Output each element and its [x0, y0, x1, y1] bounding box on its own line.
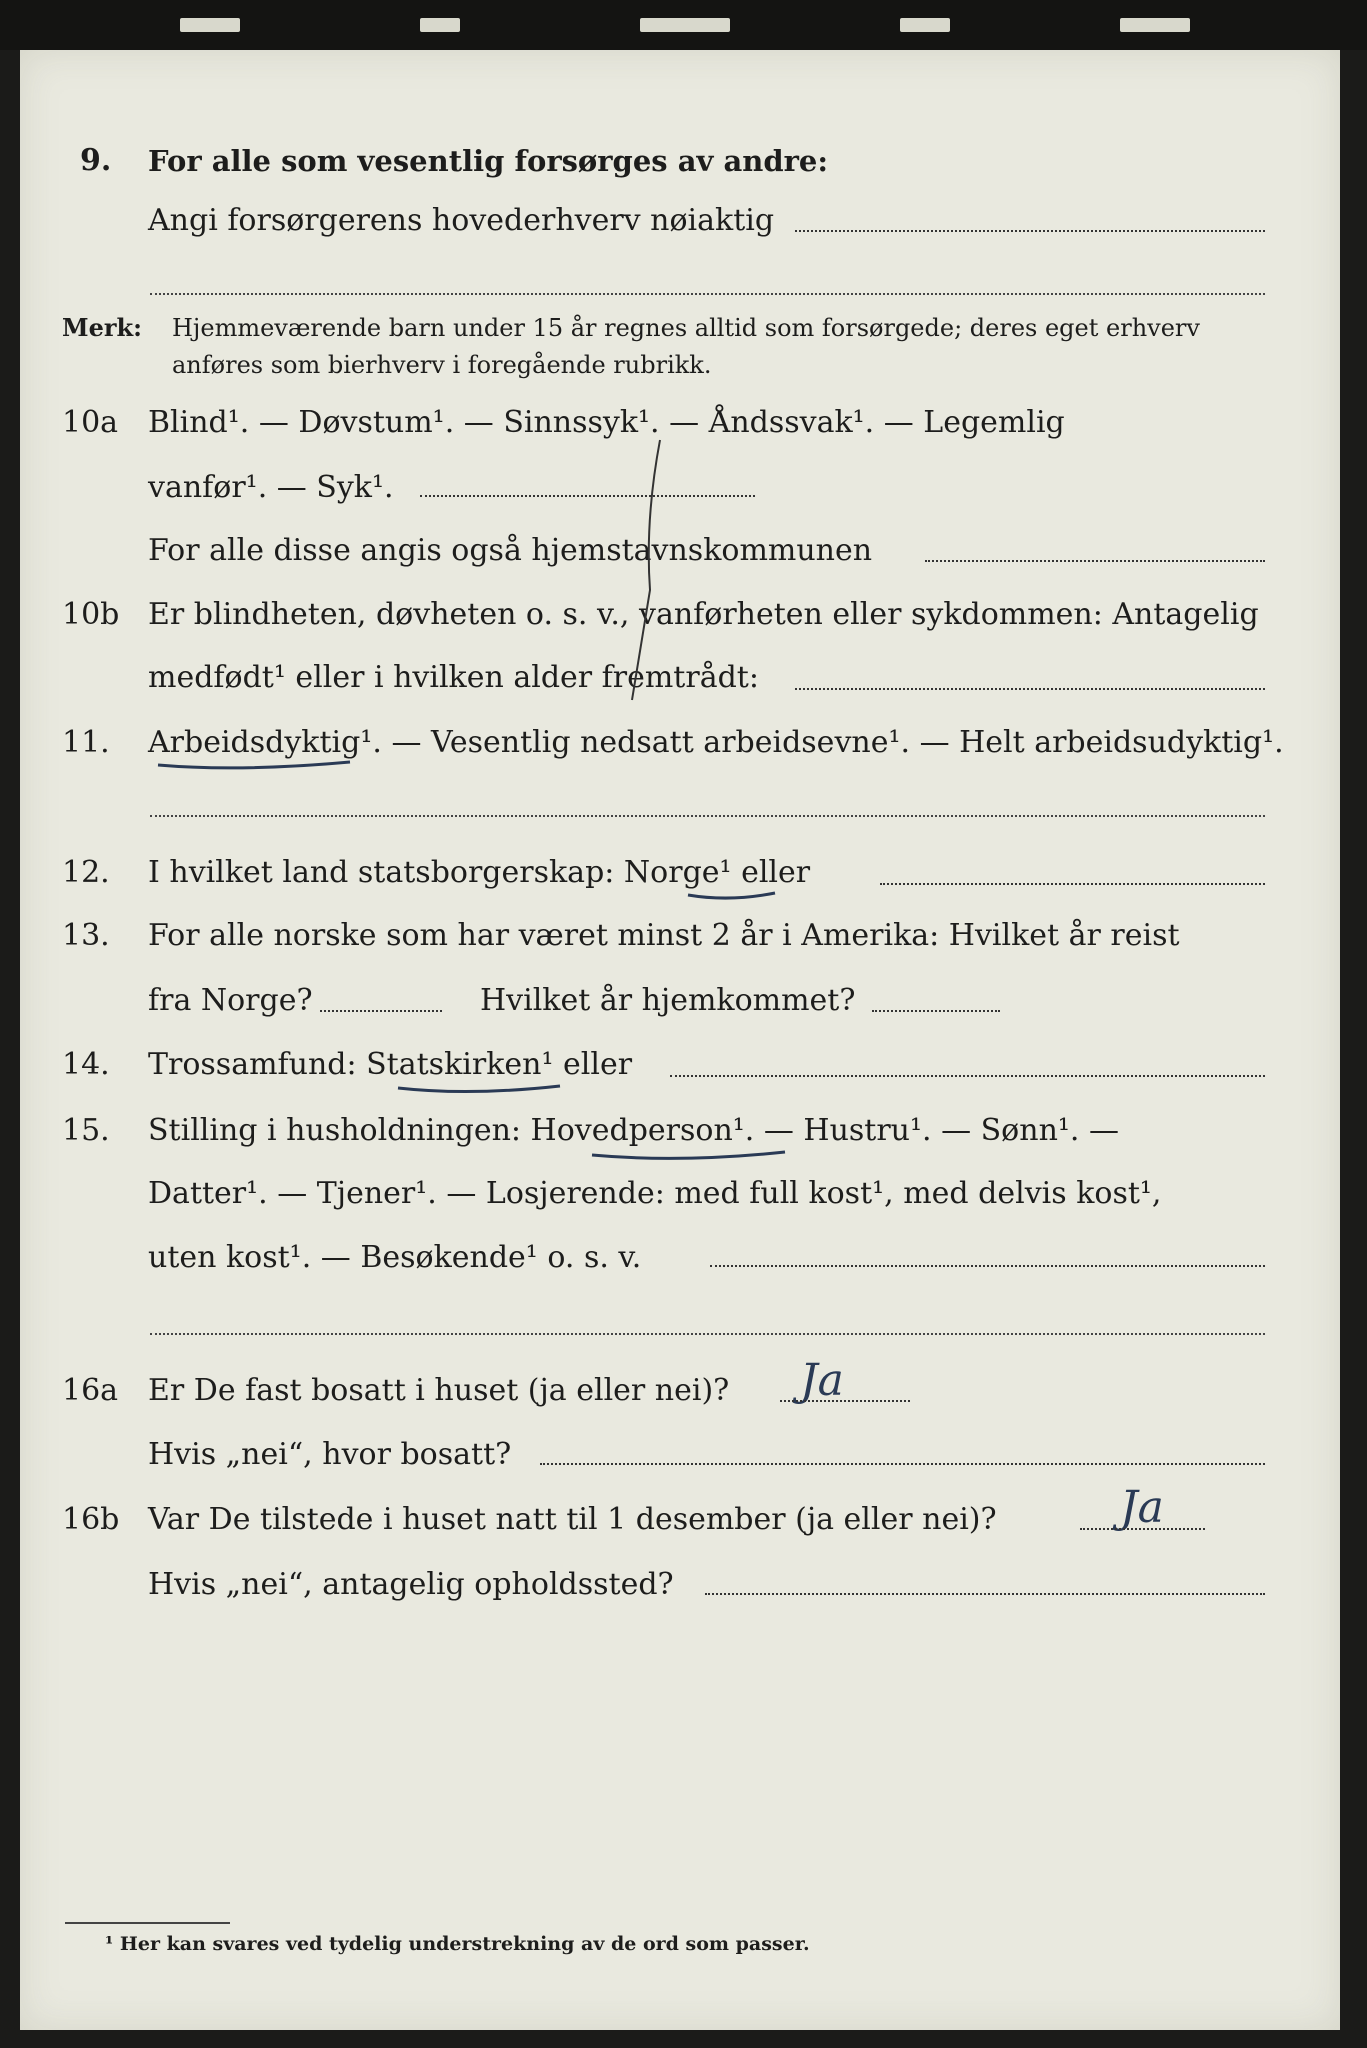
q16b-line-2: Hvis „nei“, antagelig opholdssted?: [148, 1567, 674, 1602]
question-number-12: 12.: [62, 855, 110, 890]
note-label: Merk:: [62, 313, 142, 342]
q16a-line-1: Er De fast bosatt i huset (ja eller nei)?: [148, 1373, 730, 1408]
q9-provider-occupation-label: Angi forsørgerens hovederhverv nøiaktig: [148, 203, 775, 238]
q15-line-3: uten kost¹. — Besøkende¹ o. s. v.: [148, 1240, 642, 1275]
q13-line-2b: Hvilket år hjemkommet?: [480, 983, 856, 1018]
question-number-10b: 10b: [62, 597, 120, 632]
question-number-13: 13.: [62, 918, 110, 953]
note-line-1: Hjemmeværende barn under 15 år regnes alltid som forsørgede; deres eget erhverv: [172, 314, 1200, 342]
question-number-9: 9.: [80, 143, 112, 178]
question-number-16b: 16b: [62, 1502, 120, 1537]
q15-line-1: Stilling i husholdningen: Hovedperson¹. — Hustru¹. — Sønn¹. —: [148, 1113, 1119, 1148]
q10a-line-1: Blind¹. — Døvstum¹. — Sinnssyk¹. — Åndssvak¹. — Legemlig: [148, 405, 1065, 440]
q10b-line-2: medfødt¹ eller i hvilken alder fremtrådt:: [148, 660, 759, 695]
footnote-text: ¹ Her kan svares ved tydelig understrekning av de ord som passer.: [105, 1933, 810, 1955]
question-number-14: 14.: [62, 1047, 110, 1082]
q10b-line-1: Er blindheten, døvheten o. s. v., vanførheten eller sykdommen: Antagelig: [148, 597, 1259, 632]
q10a-line-2: vanfør¹. — Syk¹.: [148, 470, 394, 505]
q13-line-2a: fra Norge?: [148, 983, 313, 1018]
question-number-15: 15.: [62, 1113, 110, 1148]
q9-heading: For alle som vesentlig forsørges av andre:: [148, 144, 829, 178]
question-number-10a: 10a: [62, 405, 119, 440]
q14-line-1: Trossamfund: Statskirken¹ eller: [148, 1047, 633, 1082]
q16b-handwritten-answer: Ja: [1120, 1482, 1164, 1533]
q15-line-2: Datter¹. — Tjener¹. — Losjerende: med full kost¹, med delvis kost¹,: [148, 1176, 1162, 1211]
q11-line-1: Arbeidsdyktig¹. — Vesentlig nedsatt arbeidsevne¹. — Helt arbeidsudyktig¹.: [148, 725, 1284, 760]
q13-line-1: For alle norske som har været minst 2 år i Amerika: Hvilket år reist: [148, 918, 1180, 953]
question-number-16a: 16a: [62, 1373, 119, 1408]
q10a-line-3: For alle disse angis også hjemstavnskommunen: [148, 533, 873, 568]
note-line-2: anføres som bierhverv i foregående rubrikk.: [172, 351, 712, 379]
q16b-line-1: Var De tilstede i huset natt til 1 desember (ja eller nei)?: [148, 1502, 997, 1537]
q12-line-1: I hvilket land statsborgerskap: Norge¹ eller: [148, 855, 811, 890]
question-number-11: 11.: [62, 725, 110, 760]
q16a-handwritten-answer: Ja: [800, 1355, 844, 1406]
q16a-line-2: Hvis „nei“, hvor bosatt?: [148, 1437, 512, 1472]
